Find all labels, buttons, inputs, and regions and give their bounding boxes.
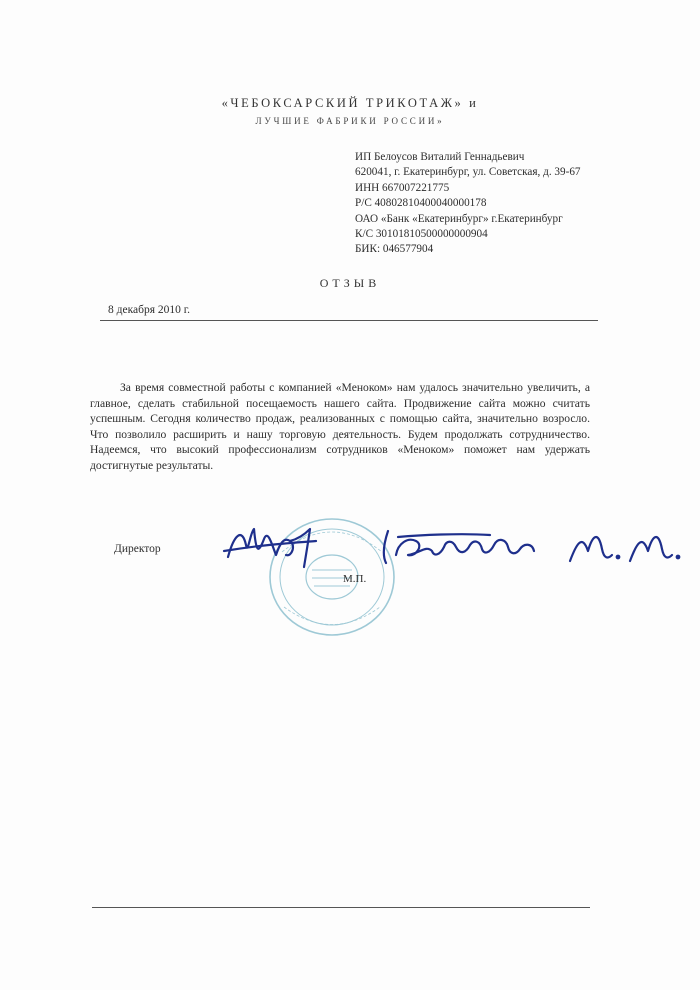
recipient-correspondent-account: К/С 30101810500000000904: [355, 228, 488, 241]
header-divider: [100, 320, 598, 321]
seal-place-label: М.П.: [343, 573, 367, 585]
recipient-address: 620041, г. Екатеринбург, ул. Советская, д. 39-67: [355, 166, 581, 179]
recipient-inn: ИНН 667007221775: [355, 181, 450, 194]
recipient-bank: ОАО «Банк «Екатеринбург» г.Екатеринбург: [355, 212, 563, 225]
recipient-block: [355, 150, 675, 258]
document-title: ОТЗЫВ: [319, 276, 381, 290]
footer-divider: [92, 907, 590, 908]
handwritten-signature: [220, 515, 690, 575]
recipient-account: Р/С 40802810400040000178: [355, 197, 487, 210]
letterhead-line-2: ЛУЧШИЕ ФАБРИКИ РОССИИ»: [255, 116, 445, 126]
recipient-bik: БИК: 046577904: [355, 243, 434, 256]
letterhead-line-1: «ЧЕБОКСАРСКИЙ ТРИКОТАЖ» и: [221, 96, 479, 110]
document-date: 8 декабря 2010 г.: [108, 304, 191, 316]
signatory-role: Директор: [114, 543, 161, 555]
recipient-name: ИП Белоусов Виталий Геннадьевич: [355, 151, 525, 163]
document-body: За время совместной работы с компанией «Меноком» нам удалось значительно увеличить, а главное, сделать стабильной посещаемость нашего сайта. Продвижение сайта можно считать успешным. Сегодня количество продаж, реализованных с помощью сайта, значительно возросло. Что позволило расширить и нашу торговую деятельность. Будем продолжать сотрудничество. Надеемся, что высокий профессионализм сотрудников «Меноком» поможет нам удержать достигнутые результаты.: [90, 381, 590, 472]
